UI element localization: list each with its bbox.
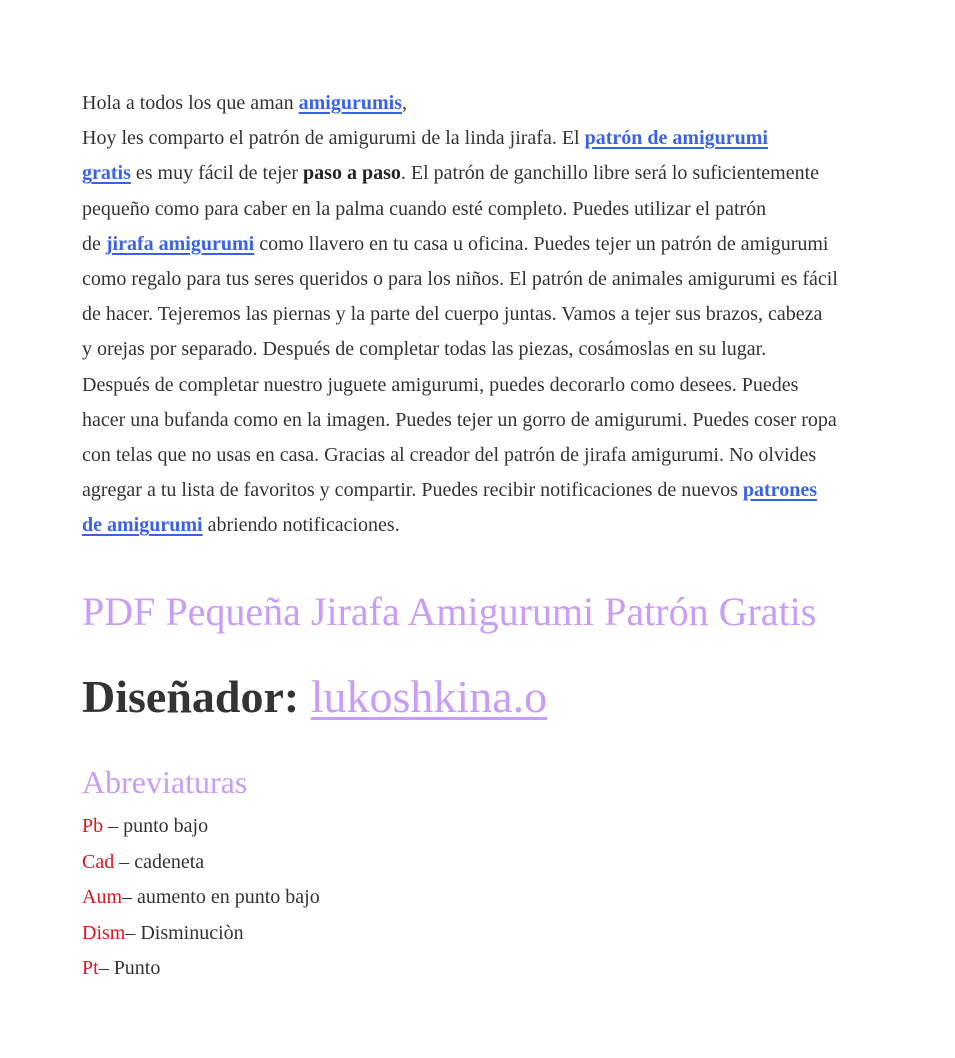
abbreviation-item	[82, 916, 320, 952]
inline-link[interactable]: patrón de amigurumi	[584, 127, 768, 150]
bold-text: paso a paso	[303, 162, 401, 185]
text-segment: pequeño como para caber en la palma cuando esté completo. Puedes utilizar el patrón	[82, 197, 767, 220]
abbreviation-item	[82, 880, 320, 916]
intro-line	[82, 227, 838, 262]
abbreviation-key: Aum	[82, 886, 122, 908]
inline-link[interactable]: patrones	[742, 479, 817, 502]
abbreviations-heading: Abreviaturas	[82, 764, 248, 800]
text-segment: hacer una bufanda como en la imagen. Puedes tejer un gorro de amigurumi. Puedes coser ropa	[82, 408, 837, 431]
abbreviation-key: Cad	[82, 850, 115, 873]
intro-line	[82, 86, 838, 121]
text-segment: es muy fácil de tejer	[130, 162, 304, 185]
intro-line	[82, 332, 838, 367]
abbreviation-item	[82, 845, 320, 881]
text-segment: Después de completar nuestro juguete amigurumi, puedes decorarlo como desees. Puedes	[82, 373, 799, 396]
abbreviation-description: – cadeneta	[114, 850, 205, 873]
abbreviation-key: Pb	[82, 815, 104, 837]
abbreviation-description: – punto bajo	[103, 815, 209, 837]
text-segment: Hoy les comparto el patrón de amigurumi de la linda jirafa. El	[82, 127, 585, 150]
abbreviation-description: – aumento en punto bajo	[122, 886, 320, 908]
designer-heading	[82, 670, 547, 723]
designer-label: Diseñador:	[82, 671, 311, 722]
abbreviation-item	[82, 809, 320, 845]
text-segment: con telas que no usas en casa. Gracias al creador del patrón de jirafa amigurumi. No olvides	[82, 444, 817, 467]
intro-line	[82, 438, 838, 473]
intro-line	[82, 368, 838, 403]
text-segment: y orejas por separado. Después de completar todas las piezas, cosámoslas en su lugar.	[82, 338, 767, 361]
intro-paragraph	[82, 86, 838, 544]
inline-link[interactable]: gratis	[82, 162, 131, 185]
intro-line	[82, 192, 838, 227]
text-segment: abriendo notificaciones.	[202, 514, 400, 537]
text-segment: como regalo para tus seres queridos o para los niños. El patrón de animales amigurumi es fácil	[82, 268, 838, 291]
text-segment: Hola a todos los que aman	[82, 92, 299, 114]
abbreviations-list	[82, 809, 320, 987]
pattern-title: PDF Pequeña Jirafa Amigurumi Patrón Gratis	[82, 589, 817, 634]
abbreviation-key: Dism	[82, 921, 126, 944]
inline-link[interactable]: de amigurumi	[82, 514, 203, 537]
abbreviation-description: – Disminuciòn	[125, 921, 244, 944]
text-segment: como llavero en tu casa u oficina. Puedes tejer un patrón de amigurumi	[254, 232, 829, 255]
intro-line	[82, 297, 838, 332]
text-segment: agregar a tu lista de favoritos y compartir. Puedes recibir notificaciones de nuevos	[82, 479, 743, 502]
designer-link[interactable]: lukoshkina.o	[310, 671, 548, 722]
abbreviation-item	[82, 951, 320, 987]
inline-link[interactable]: jirafa amigurumi	[105, 232, 255, 255]
intro-line	[82, 156, 838, 191]
intro-line	[82, 508, 838, 543]
text-segment: de	[82, 232, 106, 255]
abbreviation-description: – Punto	[98, 957, 161, 979]
text-segment: . El patrón de ganchillo libre será lo suficientemente	[400, 162, 820, 185]
intro-line	[82, 262, 838, 297]
inline-link[interactable]: amigurumis	[298, 92, 402, 114]
intro-line	[82, 121, 838, 156]
text-segment: ,	[401, 92, 407, 114]
text-segment: de hacer. Tejeremos las piernas y la parte del cuerpo juntas. Vamos a tejer sus brazos, cabeza	[82, 303, 823, 326]
intro-line	[82, 403, 838, 438]
abbreviation-key: Pt	[82, 957, 99, 979]
intro-line	[82, 473, 838, 508]
